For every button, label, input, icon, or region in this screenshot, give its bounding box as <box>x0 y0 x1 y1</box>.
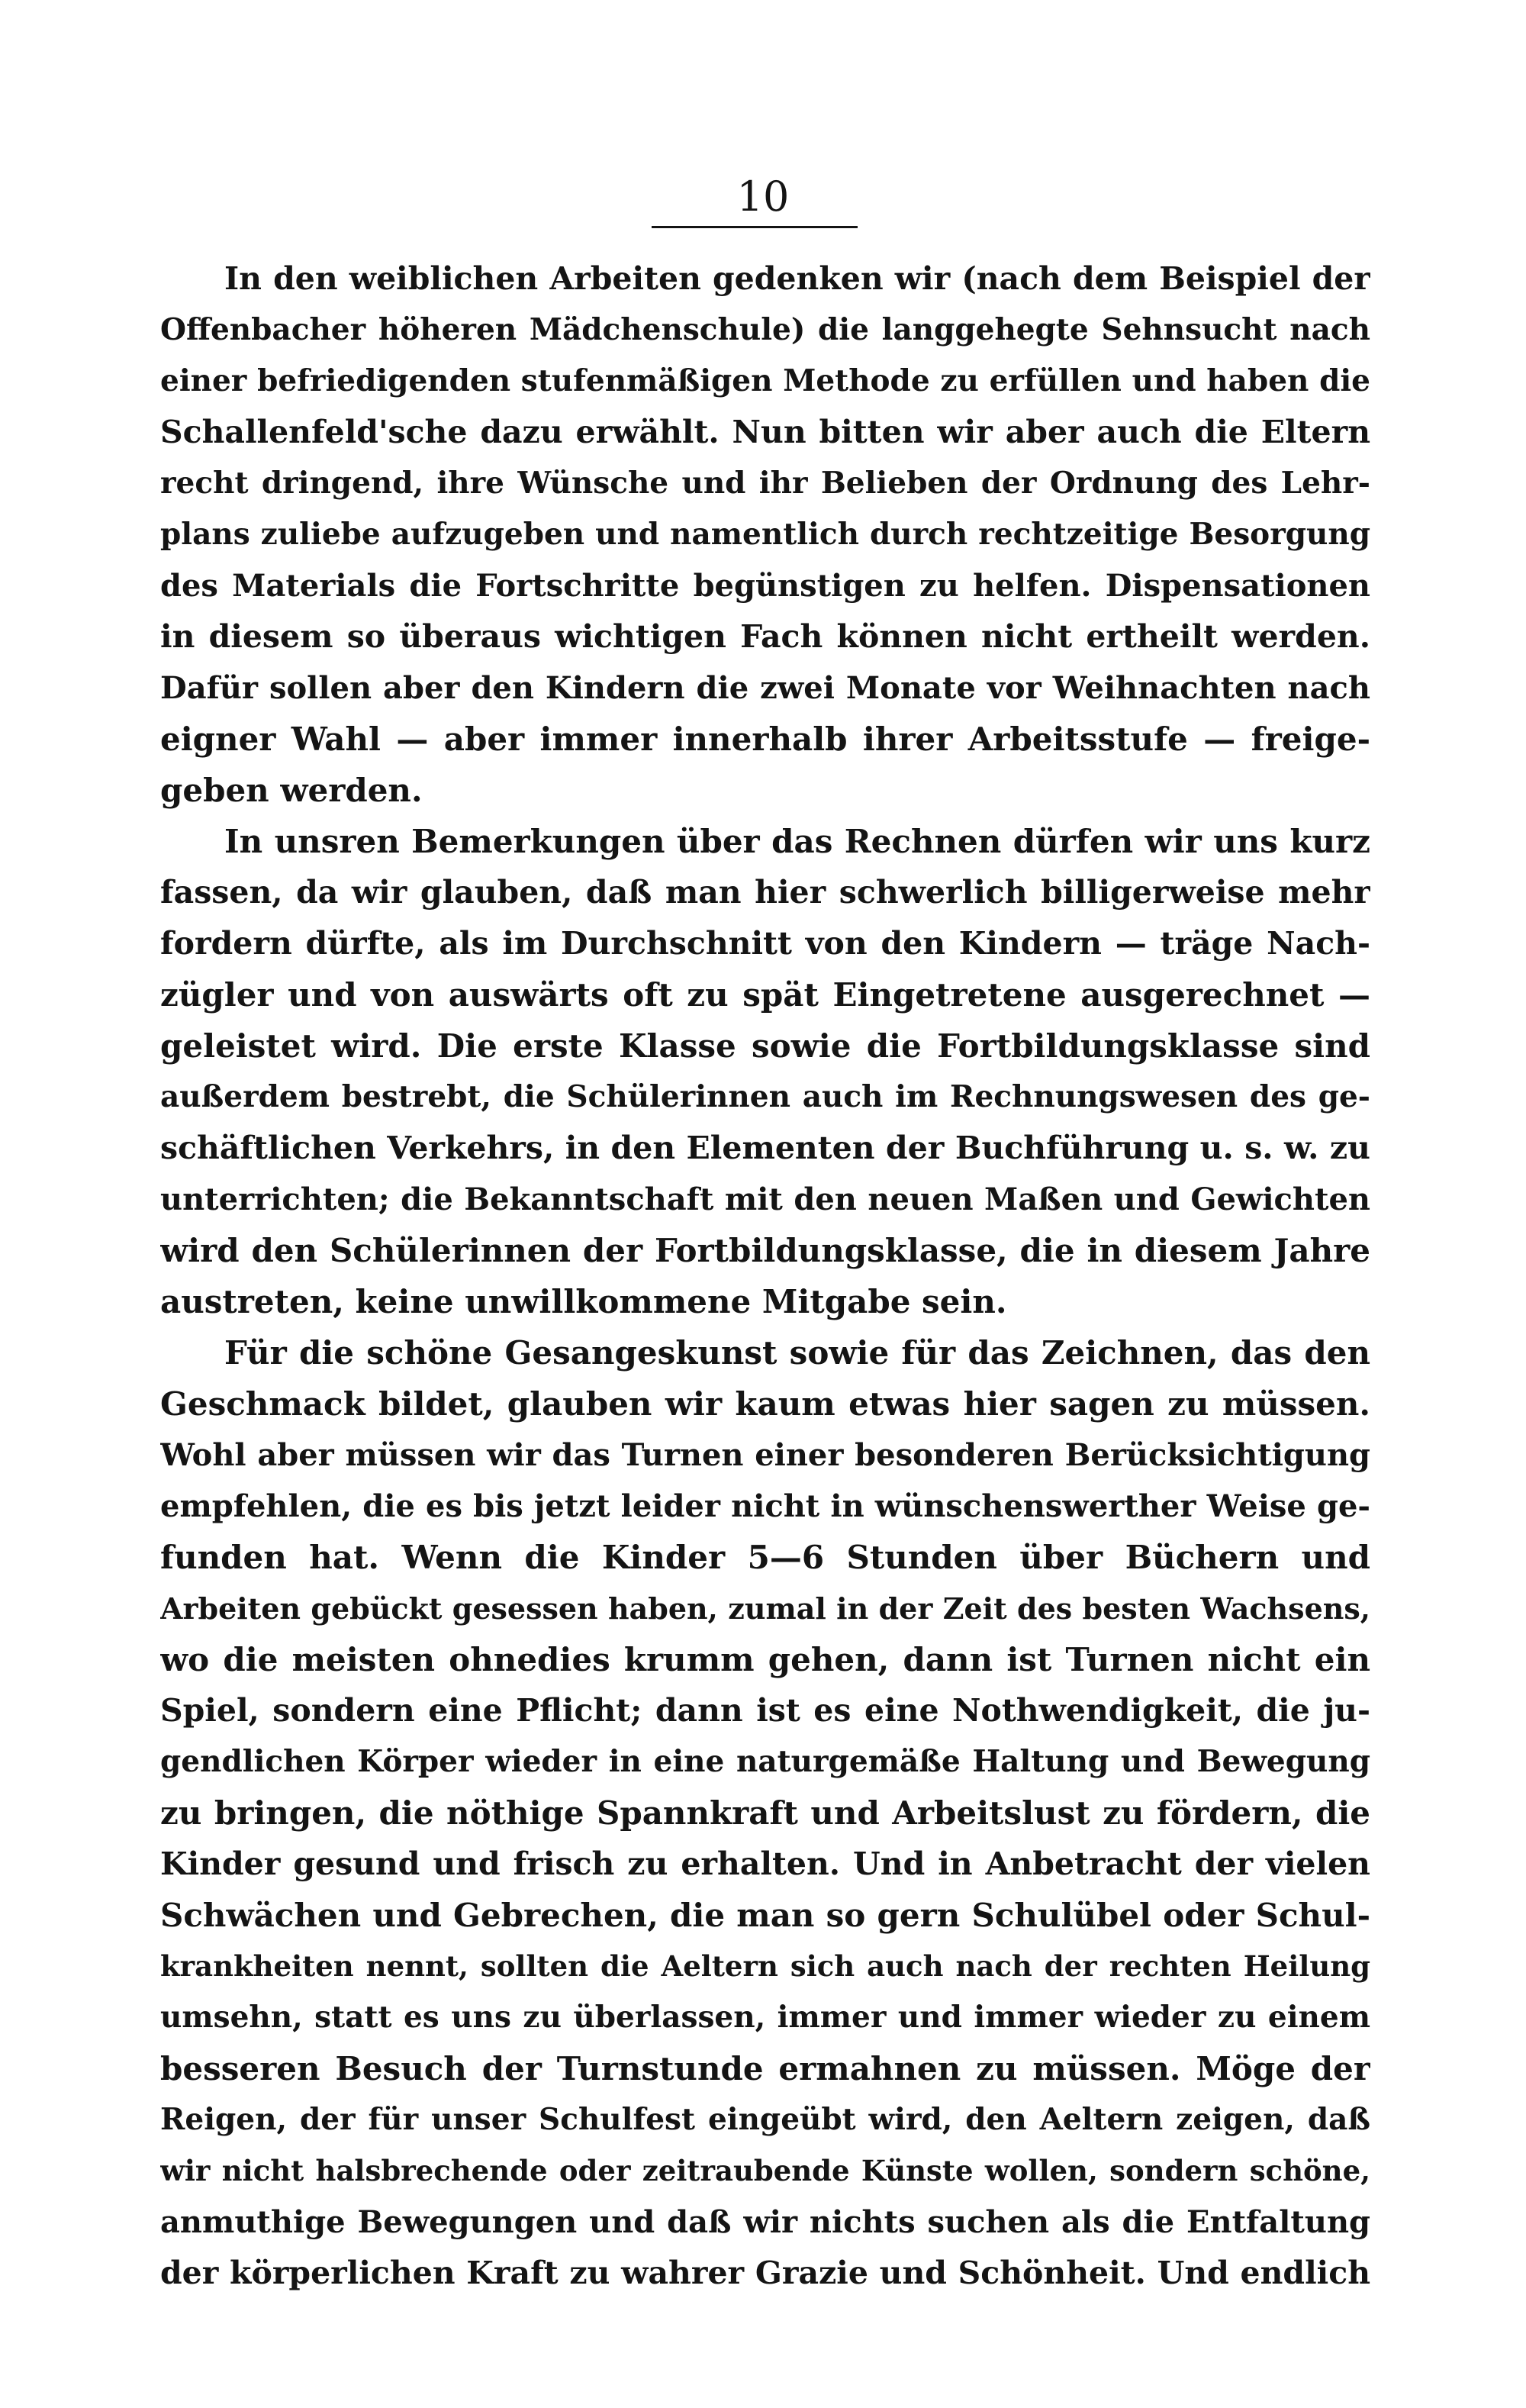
text-line: In den weiblichen Arbeiten gedenken wir (nach dem Beispiel der <box>224 260 1370 297</box>
text-line: krankheiten nennt, sollten die Aeltern sich auch nach der rechten Heilung <box>160 1949 1370 1983</box>
text-line: umsehn, statt es uns zu überlassen, immer und immer wieder zu einem <box>160 2000 1370 2035</box>
header-rule <box>652 226 858 228</box>
text-line: fassen, da wir glauben, daß man hier schwerlich billigerweise mehr <box>160 874 1370 911</box>
text-line: schäftlichen Verkehrs, in den Elementen der Buchführung u. s. w. zu <box>160 1130 1370 1166</box>
body-text <box>160 253 1370 2299</box>
text-line: Spiel, sondern eine Pflicht; dann ist es eine Nothwendigkeit, die ju- <box>160 1692 1370 1729</box>
text-line: unterrichten; die Bekanntschaft mit den neuen Maßen und Gewichten <box>160 1181 1370 1217</box>
text-line: recht dringend, ihre Wünsche und ihr Belieben der Ordnung des Lehr- <box>160 466 1370 501</box>
text-line: des Materials die Fortschritte begünstigen zu helfen. Dispensationen <box>160 568 1370 604</box>
page-number: 10 <box>736 172 790 221</box>
text-line: Schwächen und Gebrechen, die man so gern Schulübel oder Schul- <box>160 1897 1370 1934</box>
text-line: wo die meisten ohnedies krumm gehen, dann ist Turnen nicht ein <box>160 1641 1370 1678</box>
text-line: funden hat. Wenn die Kinder 5—6 Stunden über Büchern und <box>160 1539 1370 1576</box>
page-header <box>0 174 1526 220</box>
text-line: plans zuliebe aufzugeben und namentlich durch rechtzeitige Besorgung <box>160 517 1370 552</box>
text-line: geleistet wird. Die erste Klasse sowie die Fortbildungsklasse sind <box>160 1027 1370 1065</box>
text-line: anmuthige Bewegungen und daß wir nichts suchen als die Entfaltung <box>160 2204 1370 2240</box>
text-line: austreten, keine unwillkommene Mitgabe sein. <box>160 1283 1007 1320</box>
text-line: empfehlen, die es bis jetzt leider nicht in wünschenswerther Weise ge- <box>160 1488 1370 1524</box>
text-line: besseren Besuch der Turnstunde ermahnen zu müssen. Möge der <box>160 2050 1370 2087</box>
text-line: Für die schöne Gesangeskunst sowie für das Zeichnen, das den <box>224 1334 1370 1372</box>
text-line: einer befriedigenden stufenmäßigen Methode zu erfüllen und haben die <box>160 363 1370 398</box>
text-line: eigner Wahl — aber immer innerhalb ihrer Arbeitsstufe — freige- <box>160 720 1370 758</box>
text-line: Offenbacher höheren Mädchenschule) die langgehegte Sehnsucht nach <box>160 312 1370 347</box>
text-line: Schallenfeld'sche dazu erwählt. Nun bitten wir aber auch die Eltern <box>160 414 1370 450</box>
text-line: Kinder gesund und frisch zu erhalten. Und in Anbetracht der vielen <box>160 1845 1370 1882</box>
text-line: zu bringen, die nöthige Spannkraft und Arbeitslust zu fördern, die <box>160 1794 1370 1832</box>
text-line: Dafür sollen aber den Kindern die zwei Monate vor Weihnachten nach <box>160 670 1370 706</box>
text-line: wird den Schülerinnen der Fortbildungsklasse, die in diesem Jahre <box>160 1232 1370 1269</box>
text-line: der körperlichen Kraft zu wahrer Grazie und Schönheit. Und endlich <box>160 2255 1370 2291</box>
text-line: fordern dürfte, als im Durchschnitt von den Kindern — träge Nach- <box>160 925 1370 962</box>
text-line: in diesem so überaus wichtigen Fach können nicht ertheilt werden. <box>160 618 1370 655</box>
text-line: In unsren Bemerkungen über das Rechnen dürfen wir uns kurz <box>224 823 1370 860</box>
text-line: Reigen, der für unser Schulfest eingeübt wird, den Aeltern zeigen, daß <box>160 2102 1370 2137</box>
text-line: wir nicht halsbrechende oder zeitraubende Künste wollen, sondern schöne, <box>160 2154 1370 2187</box>
text-line: zügler und von auswärts oft zu spät Eingetretene ausgerechnet — <box>160 976 1370 1014</box>
text-line: geben werden. <box>160 772 423 809</box>
text-line: Wohl aber müssen wir das Turnen einer besonderen Berücksichtigung <box>160 1437 1370 1473</box>
text-line: Arbeiten gebückt gesessen haben, zumal in der Zeit des besten Wachsens, <box>160 1591 1370 1626</box>
text-line: außerdem bestrebt, die Schülerinnen auch im Rechnungswesen des ge- <box>160 1079 1370 1114</box>
text-line: Geschmack bildet, glauben wir kaum etwas hier sagen zu müssen. <box>160 1385 1370 1423</box>
text-line: gendlichen Körper wieder in eine naturgemäße Haltung und Bewegung <box>160 1744 1370 1779</box>
